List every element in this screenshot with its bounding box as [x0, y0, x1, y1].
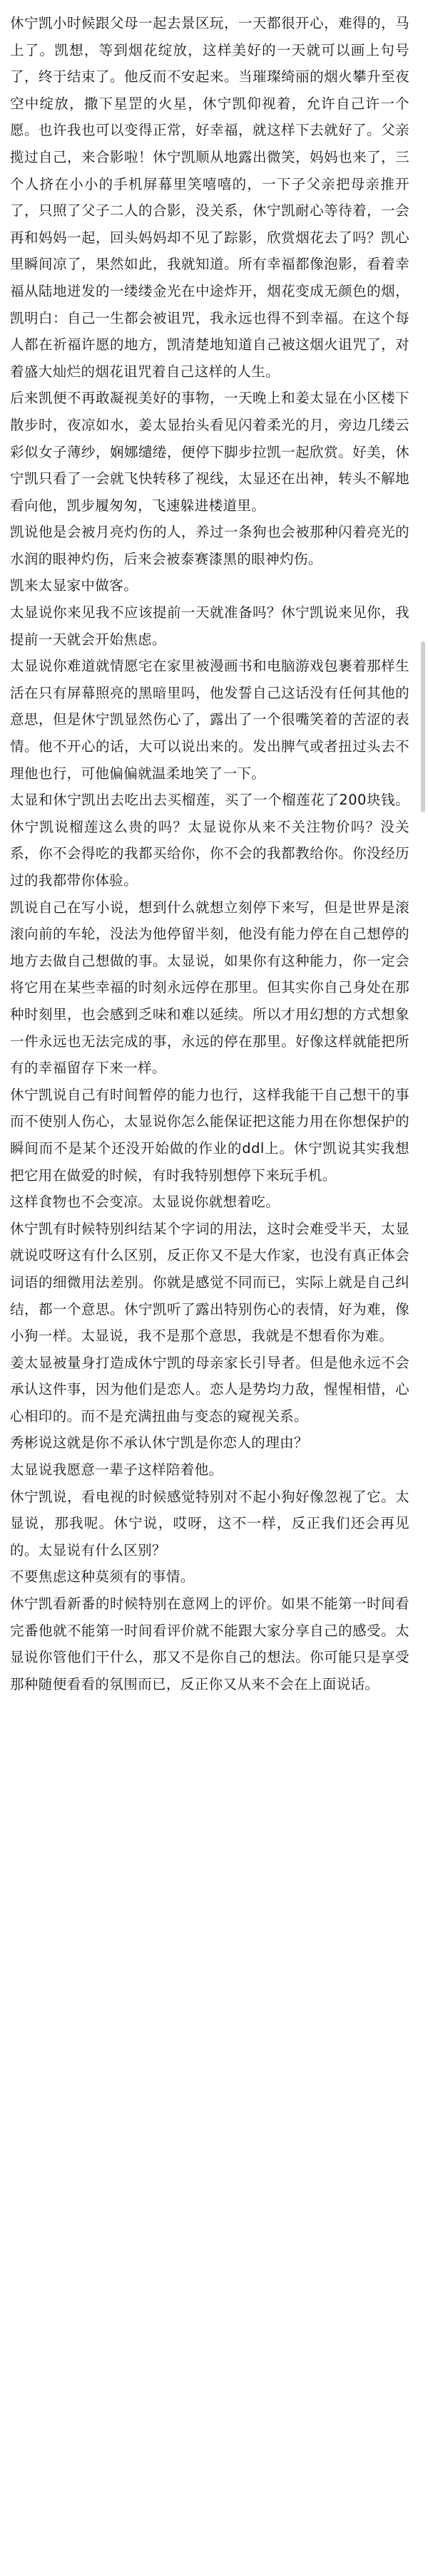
paragraph-11: 休宁凯有时候特别纠结某个字词的用法，这时会难受半天，太显就说哎呀这有什么区别，反正你又不是大作家，也没有真正体会词语的细微用法差别。你就是感觉不同而已，实际上就是自己纠结，都一个意思。休宁凯听了露出特别伤心的表情，好为难，像小狗一样。太显说，我不是那个意思，我就是不想看你为难。: [10, 1220, 409, 1345]
paragraph-5: 太显说你来见我不应该提前一天就准备吗？休宁凯说来见你，我提前一天就会开始焦虑。: [10, 604, 409, 648]
paragraph-13: 秀彬说这就是你不承认休宁凯是你恋人的理由？: [10, 1434, 308, 1452]
paragraph-7: 太显和休宁凯出去吃出去买榴莲，买了一个榴莲花了200块钱。休宁凯说榴莲这么贵的吗？太显说你从来不关注物价吗？没关系，你不会得吃的我都买给你，你不会的我都教给你。你没经历过的我都带你体验。: [10, 792, 409, 889]
paragraph-6: 太显说你难道就情愿宅在家里被漫画书和电脑游戏包裹着那样生活在只有屏幕照亮的黑暗里吗，他发誓自己这话没有任何其他的意思，但是休宁凯显然伤心了，露出了一个很嘴笑着的苦涩的表情。他不开心的话，大可以说出来的。发出脾气或者扭过头去不理他也行，可他偏偏就温柔地笑了一下。: [10, 658, 409, 782]
scrollbar-thumb[interactable]: [421, 641, 425, 812]
paragraph-15: 休宁凯说，看电视的时候感觉特别对不起小狗好像忽视了它。太显说，那我呢。休宁说，哎呀，这不一样，反正我们还会再见的。太显说有什么区别？: [10, 1488, 409, 1558]
paragraph-10: 这样食物也不会变凉。太显说你就想着吃。: [10, 1194, 280, 1211]
paragraph-14: 太显说我愿意一辈子这样陪着他。: [10, 1462, 223, 1479]
paragraph-2: 后来凯便不再敢凝视美好的事物，一天晚上和姜太显在小区楼下散步时，夜凉如水，姜太显抬头看见闪着柔光的月，旁边几缕云彩似女子薄纱，娴娜缱绻，便停下脚步拉凯一起欣赏。好美，休宁凯只看了一会就飞快转移了视线，太显还在出神，转头不解地看向他，凯步履匆匆，飞速躲进楼道里。: [10, 390, 409, 514]
paragraph-8: 凯说自己在写小说，想到什么就想立刻停下来写，但是世界是滚滚向前的车轮，没法为他停留半刻，他没有能力停在自己想停的地方去做自己想做的事。太显说，如果你有这种能力，你一定会将它用在某些幸福的时刻永远停在那里。但其实你自己身处在那种时刻里，也会感到乏味和难以延续。所以才用幻想的方式想象一件永远也无法完成的事，永远的停在那里。好像这样就能把所有的幸福留存下来一样。: [10, 899, 409, 1077]
scrollbar-track[interactable]: [417, 0, 428, 2576]
paragraph-1: 休宁凯小时候跟父母一起去景区玩，一天都很开心，难得的，马上了。凯想，等到烟花绽放，这样美好的一天就可以画上句号了，终于结束了。他反而不安起来。当璀璨绮丽的烟火攀升至夜空中绽放，撒下星罡的火星，休宁凯仰视着，允许自己许一个愿。也许我也可以变得正常，好幸福，就这样下去就好了。父亲揽过自己，来合影啦！休宁凯顺从地露出微笑，妈妈也来了，三个人挤在小小的手机屏幕里笑嘻嘻的，一下子父亲把母亲推开了，只照了父子二人的合影，没关系，休宁凯耐心等待着，一会再和妈妈一起，回头妈妈却不见了踪影，欣赏烟花去了吗？凯心里瞬间凉了，果然如此，我就知道。所有幸福都像泡影，看着幸福从陆地迸发的一缕缕金光在中途炸开，烟花变成无颜色的烟，凯明白：自己一生都会被诅咒，我永远也得不到幸福。在这个每人都在祈福许愿的地方，凯清楚地知道自己被这烟火诅咒了，对着盛大灿烂的烟花诅咒着自己这样的人生。: [10, 15, 409, 380]
paragraph-3: 凯说他是会被月亮灼伤的人，养过一条狗也会被那种闪着亮光的水润的眼神灼伤，后来会被泰赛漆黑的眼神灼伤。: [10, 524, 409, 567]
paragraph-4: 凯来太显家中做客。: [10, 577, 138, 594]
paragraph-16: 不要焦虑这种莫须有的事情。: [10, 1568, 195, 1586]
paragraph-9: 休宁凯说自己有时间暂停的能力也行，这样我能干自己想干的事而不使别人伤心，太显说你怎么能保证把这能力用在你想保护的瞬间而不是某个还没开始做的作业的ddl上。休宁凯说其实我想把它用在做爱的时候，有时我特别想停下来玩手机。: [10, 1086, 409, 1184]
paragraph-12: 姜太显被量身打造成休宁凯的母亲家长引导者。但是他永远不会承认这件事，因为他们是恋人。恋人是势均力敌，惺惺相惜，心心相印的。而不是充满扭曲与变态的窥视关系。: [10, 1354, 409, 1424]
paragraph-17: 休宁凯看新番的时候特别在意网上的评价。如果不能第一时间看完番他就不能第一时间看评价就不能跟大家分享自己的感受。太显说你管他们干什么，那又不是你自己的想法。你可能只是享受那种随便看看的氛围而已，反正你又从来不会在上面说话。: [10, 1595, 409, 1692]
